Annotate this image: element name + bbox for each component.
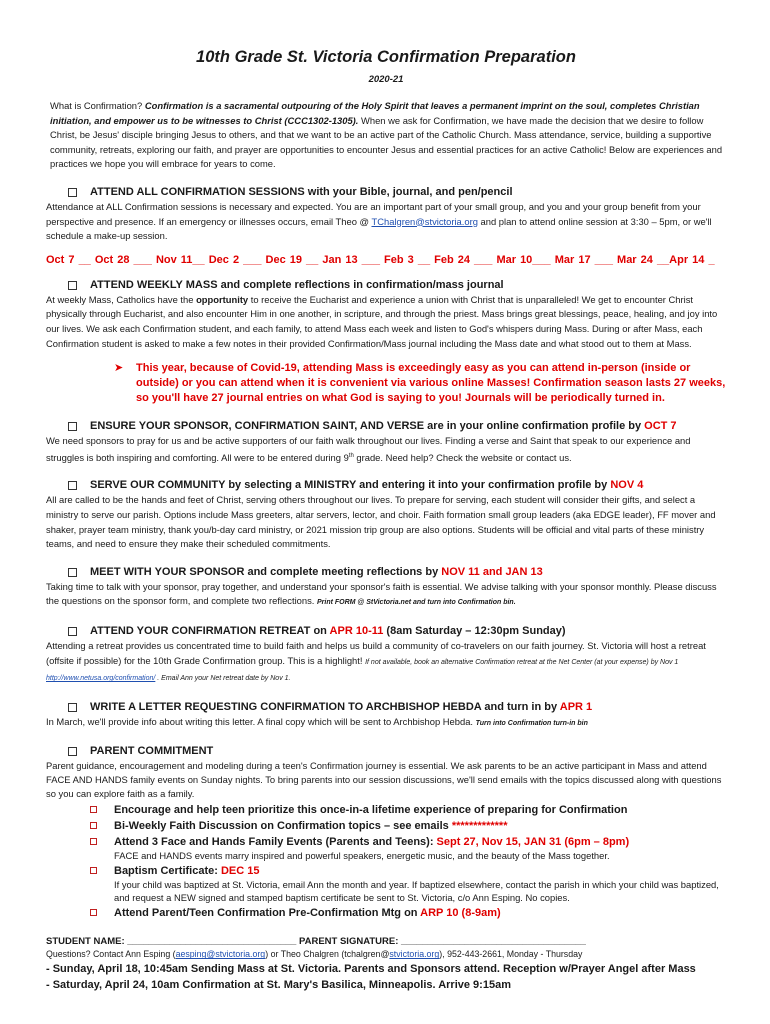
- parent-item-title: Encourage and help teen prioritize this once-in-a lifetime experience of preparing for Confirmation: [114, 804, 628, 817]
- checkbox[interactable]: [68, 627, 77, 636]
- parent-item-date: ARP 10 (8-9am): [420, 907, 501, 920]
- parent-item-date: *************: [451, 820, 508, 833]
- parent-item-date: DEC 15: [220, 865, 260, 878]
- parent-item-body: If your child was baptized at St. Victoria, email Ann the month and year. If baptized elsewhere, contact the parish in which your child was baptized, and request a NEW signed and stamped baptism certificate be sent to St. Victoria, c/o Ann Esping. No copies.: [114, 879, 719, 904]
- checkbox[interactable]: [90, 822, 97, 829]
- checkbox[interactable]: [90, 806, 97, 813]
- intro-definition: Confirmation is a sacramental outpouring of the Holy Spirit that leaves a permanent imprint on the soul, completes Christian initiation, and empower us to be witnesses to Christ (CCC1302-1305).: [50, 100, 700, 126]
- section-meet-sponsor-body: [46, 580, 726, 611]
- parent-item: [46, 906, 726, 920]
- section-heading-text: ATTEND YOUR CONFIRMATION RETREAT on: [90, 625, 330, 637]
- section-parent-heading: [46, 744, 726, 759]
- contact-text: ), 952-443-2661, Monday - Thursday: [439, 949, 583, 960]
- superscript: th: [348, 452, 354, 459]
- parent-item: [46, 864, 726, 904]
- small-note: If not available, book an alternative Confirmation retreat at the Net Center (at your expense) by Nov 1: [365, 658, 679, 666]
- parent-item: [46, 819, 726, 833]
- contact-text: Questions? Contact Ann Esping (: [46, 949, 176, 960]
- checkbox[interactable]: [68, 568, 77, 577]
- due-date: NOV 11 and JAN 13: [441, 565, 543, 578]
- sending-mass-note: - Sunday, April 18, 10:45am Sending Mass at St. Victoria. Parents and Sponsors attend. Reception w/Prayer Angel after Mass: [46, 963, 696, 976]
- body-text: grade. Need help? Check the website or contact us.: [353, 451, 572, 463]
- section-heading-text: WRITE A LETTER REQUESTING CONFIRMATION TO ARCHBISHOP HEBDA and turn in by: [90, 700, 560, 713]
- section-mass-heading: [46, 278, 726, 293]
- session-dates: Oct 7 __ Oct 28 ___ Nov 11__ Dec 2 ___ Dec 19 __ Jan 13 ___ Feb 3 __ Feb 24 ___ Mar 10___ Mar 17 ___ Mar 24 __Apr 14 _: [46, 253, 715, 266]
- parent-item-title: Attend 3 Face and Hands Family Events (Parents and Teens):: [114, 836, 437, 849]
- parent-item-title: Baptism Certificate:: [114, 865, 221, 878]
- contact-text: ) or Theo Chalgren (tchalgren@: [265, 949, 390, 960]
- section-sponsor-profile-heading: [46, 419, 726, 434]
- checkbox[interactable]: [68, 747, 77, 756]
- parent-item-title: Attend Parent/Teen Confirmation Pre-Confirmation Mtg on: [114, 907, 421, 920]
- parent-item: [46, 835, 726, 862]
- checkbox[interactable]: [68, 281, 77, 290]
- small-note: Turn into Confirmation turn-in bin: [475, 719, 588, 727]
- body-text: Taking time to talk with your sponsor, pray together, and understand your sponsor's faith is essential. We advise talking with your sponsor monthly. Please discuss the questions on the sponsor form, and complete two reflections.: [46, 580, 717, 607]
- section-heading-text: ENSURE YOUR SPONSOR, CONFIRMATION SAINT, AND VERSE are in your online confirmation profile by: [90, 420, 645, 433]
- signature-line[interactable]: STUDENT NAME: ________________________________ PARENT SIGNATURE: ___________________________________: [46, 936, 586, 948]
- school-year: 2020-21: [368, 74, 404, 85]
- section-letter-body: [46, 715, 726, 732]
- arrow-icon: ➤: [114, 362, 124, 375]
- body-text: In March, we'll provide info about writing this letter. A final copy which will be sent to Archbishop Hebda.: [46, 715, 476, 727]
- section-sessions-heading: [46, 185, 726, 200]
- body-text: to receive the Eucharist and experience a union with Christ that is unparalleled! We get to encounter Christ physically through Eucharist, and also encounter Him in one another, in scripture, and through the priest. Mass brings great blessings, peace, healing, and joy into our lives. We ask each Confirmation student, and each family, to attend Mass each week and listen to God's whispers during Mass. During or after Mass, each Confirmation student is asked to make a few notes in their provided Confirmation/Mass journal including the Mass date and what stood out to them at Mass.: [46, 293, 718, 349]
- due-date: OCT 7: [644, 420, 677, 433]
- section-heading-text: ATTEND ALL CONFIRMATION SESSIONS with your Bible, journal, and pen/pencil: [90, 185, 513, 198]
- email-link[interactable]: aesping@stvictoria.org: [175, 949, 266, 960]
- checkbox[interactable]: [68, 703, 77, 712]
- body-bold: opportunity: [196, 293, 249, 305]
- confirmation-date-note: - Saturday, April 24, 10am Confirmation at St. Mary's Basilica, Minneapolis. Arrive 9:15am: [46, 979, 511, 992]
- title-text: Grade St. Victoria Confirmation Preparation: [234, 48, 576, 66]
- covid-text: This year, because of Covid-19, attending Mass is exceedingly easy as you can attend in-person (inside or outside) or you can attend when it is convenient via various online Masses! Confirmation season lasts 27 weeks, so you'll have 27 journal entries on what God is saying to you! Journals will be periodically turned in.: [136, 362, 726, 405]
- section-heading-text: MEET WITH YOUR SPONSOR and complete meeting reflections by: [90, 565, 442, 578]
- parent-item-date: Sept 27, Nov 15, JAN 31 (6pm – 8pm): [436, 836, 630, 849]
- section-mass-body: [46, 293, 726, 351]
- section-heading-text: SERVE OUR COMMUNITY by selecting a MINISTRY and entering it into your confirmation profile by: [90, 479, 611, 492]
- body-text: We need sponsors to pray for us and be active supporters of our faith walk throughout our lives. Finding a verse and Saint that speak to our experience and struggles is both inspiring and comforting. All were to be entered during 9: [46, 435, 691, 463]
- section-meet-sponsor-heading: [46, 565, 726, 580]
- checkbox[interactable]: [90, 867, 97, 874]
- body-text: Attendance at ALL Confirmation sessions is necessary and expected. You are an important part of your small group, and you and your group benefit from your perspective and presence. If an emergency or illnesses occurs, email Theo @: [46, 200, 701, 227]
- checkbox[interactable]: [68, 481, 77, 490]
- contact-line: [46, 949, 726, 959]
- section-ministry-heading: [46, 478, 726, 493]
- small-note: Print FORM @ StVictoria.net and turn into Confirmation bin.: [316, 599, 516, 607]
- section-parent-body: Parent guidance, encouragement and modeling during a teen's Confirmation journey is essential. We ask parents to be an active participant in Mass and attend FACE AND HANDS family events on Sunday nights. To bring parents into our session discussions, we'll send emails with the topics discussed along with questions so you can explore faith as a family.: [46, 760, 722, 800]
- checkbox[interactable]: [90, 838, 97, 845]
- parent-item-title: Bi-Weekly Faith Discussion on Confirmation topics – see emails: [114, 820, 452, 833]
- retreat-link[interactable]: http://www.netusa.org/confirmation/: [46, 675, 156, 683]
- page-title: [46, 48, 726, 67]
- checkbox[interactable]: [68, 188, 77, 197]
- section-heading-text: ATTEND WEEKLY MASS and complete reflections in confirmation/mass journal: [90, 278, 504, 291]
- email-link[interactable]: TChalgren@stvictoria.org: [371, 215, 478, 227]
- document-page: [46, 46, 726, 993]
- section-ministry-body: All are called to be the hands and feet of Christ, serving others throughout our lives. To prepare for serving, each student will consider their gifts, and select a ministry to serve our parish. Options include Mass greeters, altar servers, lector, and choir. Faith formation small group leaders (aka EDGE leader), FF mover and shaker, prayer team ministry, thank you/b-day card ministry, or 2021 mission trip group are also options. Students will be official and vital parts of these ministry teams, and need to ensure they make their scheduled commitments.: [46, 494, 716, 550]
- body-text: and plan to attend online session at 3:30 – 5pm, or we'll schedule a make-up session.: [46, 215, 712, 242]
- parent-item: [46, 803, 726, 817]
- intro-rest: When we ask for Confirmation, we have made the decision that we desire to follow Christ, be Jesus' disciple bringing Jesus to others, and that we want to be an active part of the Catholic Church. Mass attendance, service, building a supportive community, retreats, exploring our faith, and prayer are opportunities to encounter Jesus and essential practices for an active Catholic! Below are experiences and practices we hope you will embrace for years to come.: [50, 114, 723, 170]
- section-sponsor-profile-body: [46, 434, 726, 465]
- body-text: At weekly Mass, Catholics have the: [46, 293, 197, 305]
- intro-lead: What is Confirmation?: [50, 100, 143, 111]
- title-grade: 10th: [196, 48, 230, 66]
- due-date: NOV 4: [610, 479, 644, 492]
- email-link[interactable]: stvictoria.org: [389, 949, 440, 960]
- checkbox[interactable]: [68, 422, 77, 431]
- section-letter-heading: [46, 700, 726, 715]
- checkbox[interactable]: [90, 909, 97, 916]
- covid-note: [46, 361, 726, 406]
- section-sessions-body: [46, 200, 726, 244]
- section-retreat-body: [46, 639, 726, 687]
- intro-paragraph: [46, 99, 726, 172]
- due-date: APR 1: [559, 700, 593, 713]
- section-heading-text: PARENT COMMITMENT: [90, 745, 214, 758]
- section-heading-text: (8am Saturday – 12:30pm Sunday): [383, 625, 566, 637]
- section-retreat-heading: [46, 624, 726, 639]
- body-text: Attending a retreat provides us concentrated time to build faith and helps us build a community of co-travelers on our faith journey. St. Victoria will host a retreat (offsite if possible) for the 10th Grade Confirmation group. This is a highlight!: [46, 640, 706, 666]
- small-note: . Email Ann your Net retreat date by Nov 1.: [155, 675, 291, 683]
- due-date: APR 10-11: [329, 625, 384, 637]
- parent-item-body: FACE and HANDS events marry inspired and powerful speakers, energetic music, and the beauty of the Mass together.: [114, 850, 610, 862]
